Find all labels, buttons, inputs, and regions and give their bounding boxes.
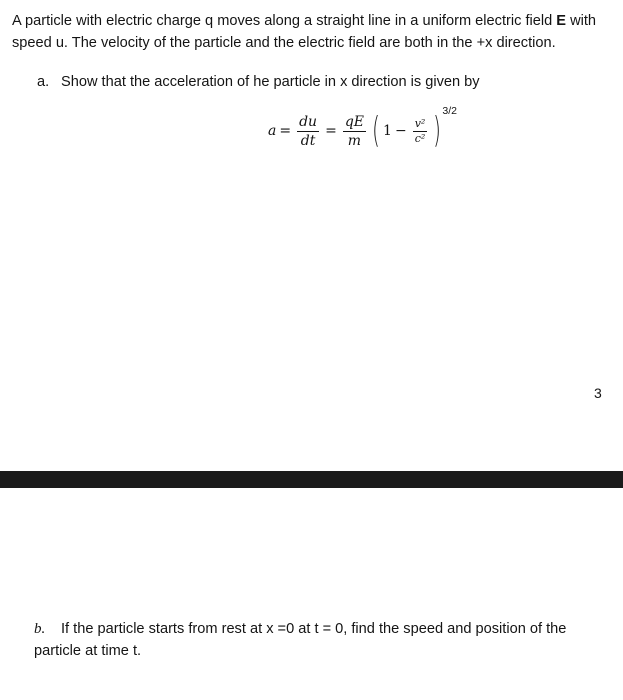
fraction-du-dt (297, 114, 319, 149)
formula-one: 1 (383, 123, 392, 139)
fraction-qe-m-numerator: qE (344, 113, 364, 130)
part-b (34, 619, 614, 662)
formula-lhs: a (268, 123, 277, 139)
formula-open-paren: ( (372, 110, 380, 151)
fraction-qe-m (343, 114, 366, 149)
fraction-v2-c2 (413, 118, 428, 145)
acceleration-formula (268, 103, 457, 159)
fraction-v2-c2-numerator: v² (414, 116, 426, 130)
formula-minus: − (394, 123, 407, 139)
part-a (37, 72, 480, 93)
fraction-v2-c2-denominator: c² (414, 131, 426, 145)
electric-field-symbol: E (556, 13, 567, 29)
formula-equals-2: = (325, 123, 337, 139)
intro-text-continued: with speed u. The velocity of the particle and the electric field are both in the +x direction. (12, 13, 597, 51)
fraction-du-dt-denominator: dt (300, 132, 316, 149)
formula-equals-1: = (279, 123, 292, 139)
marks-value: 3 (594, 385, 602, 401)
question-intro (12, 11, 612, 54)
part-b-marker: b. (34, 621, 46, 637)
fraction-du-dt-numerator: du (299, 113, 318, 130)
formula-close-paren: ) (433, 110, 442, 151)
page-divider-bar (0, 471, 623, 488)
part-a-text: Show that the acceleration of he particle in x direction is given by (61, 74, 480, 90)
part-a-marker: a. (37, 74, 50, 90)
intro-text: A particle with electric charge q moves along a straight line in a uniform electric field (12, 13, 557, 29)
formula-exponent: 3/2 (442, 105, 457, 117)
fraction-qe-m-denominator: m (347, 132, 362, 149)
part-b-text: If the particle starts from rest at x =0 at t = 0, find the speed and position of the particle at time t. (34, 621, 567, 659)
